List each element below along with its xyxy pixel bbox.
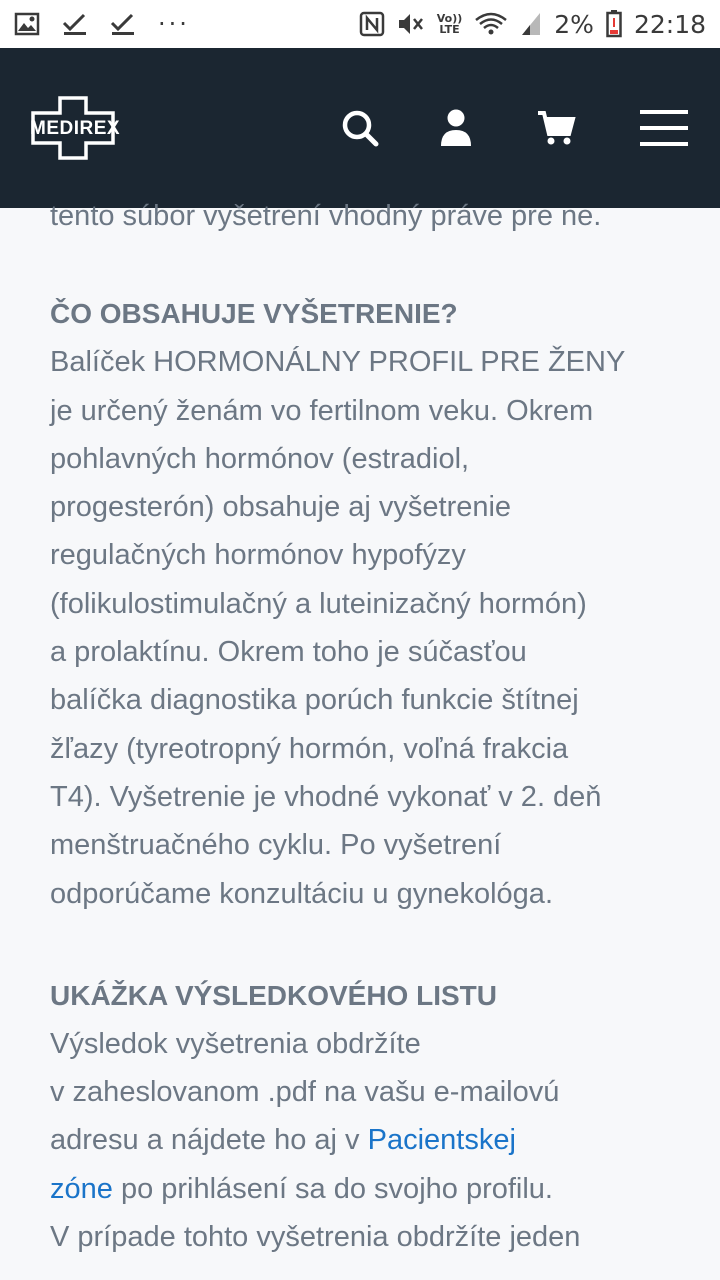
more-dots-icon: ··· bbox=[158, 10, 190, 38]
paragraph-line: V prípade tohto vyšetrenia obdržíte jeden bbox=[50, 1221, 581, 1254]
paragraph-line: regulačných hormónov hypofýzy bbox=[50, 539, 466, 572]
search-icon bbox=[340, 108, 380, 148]
section-heading-contents: ČO OBSAHUJE VYŠETRENIE? bbox=[50, 298, 458, 330]
paragraph-line: menštruačného cyklu. Po vyšetrení bbox=[50, 829, 502, 862]
mute-icon bbox=[397, 11, 425, 37]
text-span: po prihlásení sa do svojho profilu. bbox=[112, 1172, 553, 1205]
check-icon bbox=[110, 12, 136, 36]
patient-zone-link[interactable]: Pacientskej bbox=[367, 1124, 516, 1157]
article-content bbox=[50, 192, 680, 1261]
image-icon bbox=[14, 12, 40, 36]
battery-icon bbox=[606, 10, 622, 38]
paragraph-line bbox=[50, 1116, 680, 1164]
paragraph-line: pohlavných hormónov (estradiol, bbox=[50, 442, 470, 475]
medirex-logo[interactable] bbox=[30, 95, 121, 161]
paragraph-line: balíčka diagnostika porúch funkcie štítnej bbox=[50, 684, 579, 717]
battery-percent: 2% bbox=[554, 9, 594, 39]
site-header bbox=[0, 48, 720, 208]
paragraph-line: odporúčame konzultáciu u gynekológa. bbox=[50, 877, 553, 910]
wifi-icon bbox=[474, 11, 508, 37]
menu-button[interactable] bbox=[636, 106, 692, 150]
section-heading-results-sample: UKÁŽKA VÝSLEDKOVÉHO LISTU bbox=[50, 979, 497, 1011]
paragraph-line: Výsledok vyšetrenia obdržíte bbox=[50, 1027, 421, 1060]
paragraph-line: (folikulostimulačný a luteinizačný hormón) bbox=[50, 587, 587, 620]
menu-icon bbox=[638, 108, 690, 148]
logo-text: MEDIREX bbox=[30, 118, 121, 139]
cart-button[interactable] bbox=[534, 106, 578, 150]
check-icon bbox=[62, 12, 88, 36]
status-bar bbox=[0, 0, 720, 48]
account-button[interactable] bbox=[434, 106, 478, 150]
signal-icon bbox=[520, 11, 542, 37]
paragraph-line: je určený ženám vo fertilnom veku. Okrem bbox=[50, 394, 594, 427]
volte-icon: Vo)) LTE bbox=[436, 12, 463, 36]
nfc-icon bbox=[359, 11, 385, 37]
intro-tail-text: tento súbor vyšetrení vhodný práve pre ne. bbox=[50, 200, 602, 232]
cart-icon bbox=[536, 108, 576, 148]
patient-zone-link[interactable]: zóne bbox=[50, 1172, 113, 1205]
paragraph-line: a prolaktínu. Okrem toho je súčasťou bbox=[50, 636, 527, 669]
user-icon bbox=[438, 108, 474, 148]
paragraph-line bbox=[50, 1165, 680, 1213]
search-button[interactable] bbox=[338, 106, 382, 150]
text-span: adresu a nájdete ho aj v bbox=[50, 1124, 368, 1157]
clock: 22:18 bbox=[633, 9, 706, 39]
paragraph-line: žľazy (tyreotropný hormón, voľná frakcia bbox=[50, 732, 569, 765]
paragraph-line: T4). Vyšetrenie je vhodné vykonať v 2. deň bbox=[50, 780, 602, 813]
paragraph-line: Balíček HORMONÁLNY PROFIL PRE ŽENY bbox=[50, 346, 626, 379]
paragraph-line: progesterón) obsahuje aj vyšetrenie bbox=[50, 491, 512, 524]
paragraph-line: v zaheslovanom .pdf na vašu e-mailovú bbox=[50, 1076, 560, 1109]
